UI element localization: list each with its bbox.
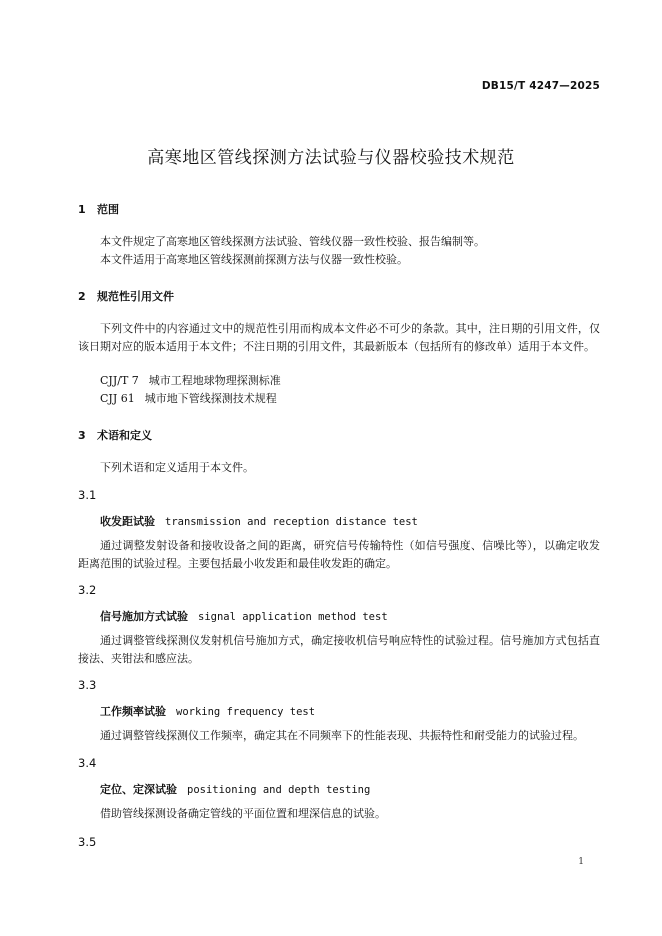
term-english: signal application method test [198,611,388,623]
term-number: 3.5 [78,835,97,849]
term-definition: 通过调整发射设备和接收设备之间的距离，研究信号传输特性（如信号强度、信噪比等），以确定收发距离范围的试验过程。主要包括最小收发距和最佳收发距的确定。 [78,539,600,570]
term-entry [100,608,388,624]
term-chinese: 收发距试验 [100,515,155,528]
term-chinese: 定位、定深试验 [100,783,177,796]
paragraph: 下列文件中的内容通过文中的规范性引用而构成本文件必不可少的条款。其中，注日期的引用文件，仅该日期对应的版本适用于本文件；不注日期的引用文件，其最新版本（包括所有的修改单）适用于本文件。 [78,322,600,353]
reference-name: 城市工程地球物理探测标准 [148,374,281,387]
section-number: 3 [78,429,86,442]
term-number: 3.3 [78,678,97,692]
term-chinese: 工作频率试验 [100,705,166,718]
term-entry [100,513,418,529]
term-number: 3.1 [78,488,97,502]
paragraph: 本文件适用于高寒地区管线探测前探测方法与仪器一致性校验。 [100,253,408,266]
page-number: 1 [578,857,584,867]
paragraph: 下列术语和定义适用于本文件。 [100,461,254,474]
reference-item [100,372,281,390]
reference-item [100,390,277,408]
reference-name: 城市地下管线探测技术规程 [144,392,277,405]
section-heading-terms-and-definitions [78,427,152,443]
term-entry [100,781,370,797]
term-english: positioning and depth testing [187,784,371,796]
reference-code: CJJ 61 [100,392,135,405]
section-title: 术语和定义 [97,429,152,442]
reference-code: CJJ/T 7 [100,374,139,387]
document-title: 高寒地区管线探测方法试验与仪器校验技术规范 [147,148,515,168]
term-number: 3.2 [78,583,97,597]
term-definition: 通过调整管线探测仪发射机信号施加方式，确定接收机信号响应特性的试验过程。信号施加方式包括直接法、夹钳法和感应法。 [78,634,600,665]
term-english: transmission and reception distance test [165,516,418,528]
term-chinese: 信号施加方式试验 [100,610,188,623]
term-definition: 通过调整管线探测仪工作频率，确定其在不同频率下的性能表现、共振特性和耐受能力的试验过程。 [100,729,584,742]
term-entry [100,703,315,719]
section-title: 规范性引用文件 [97,290,174,303]
section-number: 1 [78,203,86,216]
term-english: working frequency test [176,706,316,718]
section-title: 范围 [97,203,119,216]
section-heading-normative-references [78,288,174,304]
section-number: 2 [78,290,86,303]
paragraph: 本文件规定了高寒地区管线探测方法试验、管线仪器一致性校验、报告编制等。 [100,235,485,248]
term-definition: 借助管线探测设备确定管线的平面位置和埋深信息的试验。 [100,807,386,820]
document-code: DB15/T 4247—2025 [481,80,600,92]
term-number: 3.4 [78,756,97,770]
section-heading-scope [78,201,119,217]
